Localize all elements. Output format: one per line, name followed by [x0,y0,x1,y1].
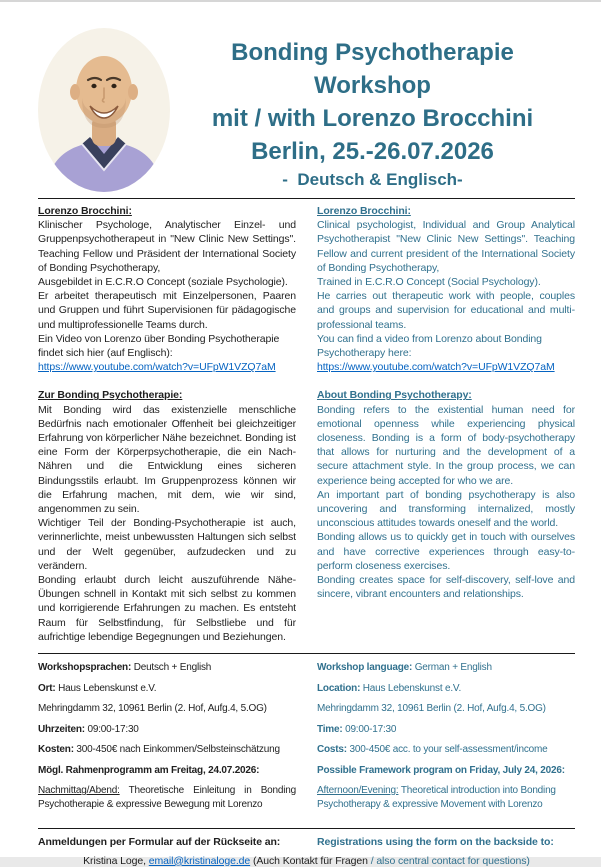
bio-section [38,204,575,374]
detail-label: Mögl. Rahmenprogramm am Freitag, 24.07.2026: [38,764,260,776]
contact-note-en: / also central contact for questions) [370,854,530,867]
bio-paragraph: Trained in E.C.R.O Concept (Social Psychology). [317,276,541,289]
detail-row [38,764,296,778]
contact-line [38,855,575,867]
detail-label: Kosten: [38,744,74,756]
detail-value: German + English [412,662,492,674]
detail-value: 09:00-17:30 [342,723,397,735]
bio-column-english [317,204,575,374]
portrait-photo [38,28,170,192]
about-paragraph: Bonding creates space for self-discovery, self-love and sincere, vibrant encounters and relationships. [317,574,575,601]
detail-row [38,661,296,675]
bio-paragraph: Ausgebildet in E.C.R.O Concept (soziale Psychologie). [38,276,288,289]
section-spacer [38,374,575,388]
bio-paragraph: He carries out therapeutic work with people, couples and groups and supervision for educational and multi-professional teams. [317,290,575,331]
about-paragraph: Bonding erlaubt durch leicht auszuführende Nähe-Übungen schnell in Kontakt mit sich selbst zu kommen und korrigierende Erfahrungen zu machen. Es entsteht Raum für Selbstfindung, für Selbstliebe und für aufrichtige lebendige Begegnungen und Beziehungen. [38,574,296,643]
about-heading-en: About Bonding Psychotherapy: [317,389,472,402]
bio-heading-en: Lorenzo Brocchini: [317,205,411,217]
detail-value: Mehringdamm 32, 10961 Berlin (2. Hof, Aufg.4, 5.OG) [38,703,267,715]
divider-details [38,653,575,654]
email-link[interactable]: email@kristinaloge.de [148,854,251,867]
detail-row [317,661,575,675]
portrait-illustration [38,28,170,192]
bio-paragraph: Ein Video von Lorenzo über Bonding Psychotherapie findet sich hier (auf Englisch): [38,332,280,360]
page-title-line: Bonding Psychotherapie [231,39,514,66]
bio-paragraph: Er arbeitet therapeutisch mit Einzelpersonen, Paaren und Gruppen und führt Supervisionen für pädagogische und multiprofessionelle Teams durch. [38,290,296,331]
details-column-german [38,661,296,819]
youtube-link-en[interactable]: https://www.youtube.com/watch?v=UFpW1VZQ7aM [317,361,555,374]
detail-row [317,743,575,757]
bio-paragraph: Klinischer Psychologe, Analytischer Einzel- und Gruppenpsychotherapeut in "New Clinic New Settings". Teaching Fellow und Präsident der International Society of Bonding Psychotherapy, [38,219,296,274]
detail-value: Theoretical introduction into Bonding Psychotherapy & expressive Movement with Lorenzo [317,785,556,811]
registration-heading-de: Anmeldungen per Formular auf der Rückseite an: [38,835,281,848]
bio-paragraph: You can find a video from Lorenzo about Bonding Psychotherapy here: [317,332,542,360]
detail-label: Location: [317,682,361,694]
about-paragraph: An important part of bonding psychotherapy is also uncovering and transforming internalized, mostly unconscious attitudes towards oneself and the world. [317,488,575,530]
detail-value: Haus Lebenskunst e.V. [360,682,462,694]
detail-row [38,723,296,737]
detail-value: 300-450€ nach Einkommen/Selbsteinschätzung [73,744,280,756]
bio-paragraph: Clinical psychologist, Individual and Group Analytical Psychotherapist "New Clinic New Settings". Teaching Fellow and current president of the International Society of Bonding Psychotherapy, [317,219,575,274]
detail-label: Time: [317,723,343,735]
divider-top [38,198,575,199]
detail-value: 300-450€ acc. to your self-assessment/income [346,744,548,756]
detail-row [38,682,296,696]
detail-row [38,743,296,757]
detail-label: Nachmittag/Abend: [38,785,120,797]
detail-row [317,702,575,716]
registration-section [38,836,575,848]
detail-row [38,784,296,812]
detail-value: Haus Lebenskunst e.V. [55,682,157,694]
about-paragraph: Mit Bonding wird das existenzielle menschliche Bedürfnis nach emotionaler Offenheit bei gleichzeitiger Erfahrung von körperlicher Nähe bezeichnet. Bonding ist eine Form der Körperpsychotherapie, die ein Nach-Nähren und die Entwicklung eines sicheren Bindungsstils erlaubt. Im Gruppenprozess können wir die Erfahrung machen, mit dem, wie wir sind, angenommen zu sein. [38,403,296,516]
registration-heading-en: Registrations using the form on the backside to: [317,835,554,848]
detail-row [317,764,575,778]
about-column-english [317,388,575,644]
detail-label: Workshop language: [317,662,413,674]
detail-value: Deutsch + English [131,662,212,674]
about-heading-de: Zur Bonding Psychotherapie: [38,389,183,402]
contact-note-de: (Auch Kontakt für Fragen [250,854,371,867]
detail-row [38,702,296,716]
detail-row [317,682,575,696]
detail-row [317,784,575,812]
about-paragraph: Wichtiger Teil der Bonding-Psychotherapie ist auch, verinnerlichte, meist unbewussten Haltungen sich selbst und der Welt gegenüber, aufzudecken und zu verändern. [38,517,296,572]
detail-label: Afternoon/Evening: [317,785,399,797]
header [38,28,575,192]
detail-label: Possible Framework program on Friday, July 24, 2026: [317,764,565,776]
about-paragraph: Bonding refers to the existential human need for emotional openness while experiencing physical closeness. Bonding is a form of body-psychotherapy that allows for nurturing and the development of a secure attachment style. In the group process, we can experience being accepted for who we are. [317,403,575,487]
detail-value: Mehringdamm 32, 10961 Berlin (2. Hof, Aufg.4, 5.OG) [317,703,546,715]
divider-registration [38,828,575,829]
detail-label: Workshopsprachen: [38,662,132,674]
page-title [170,36,575,192]
page-title-line: mit / with Lorenzo Brocchini [211,105,534,132]
detail-label: Uhrzeiten: [38,723,85,735]
bio-column-german [38,204,296,374]
detail-value: Theoretische Einleitung in Bonding Psychotherapie & expressive Bewegung mit Lorenzo [38,785,296,811]
details-section [38,661,575,819]
detail-label: Ort: [38,682,56,694]
detail-value: 09:00-17:30 [84,723,139,735]
contact-name: Kristina Loge, [83,854,149,867]
page-title-line: Workshop [314,72,431,99]
about-paragraph: Bonding allows us to quickly get in touch with ourselves and have corrective experiences through easy-to-perform closeness exercises. [317,531,575,572]
youtube-link-de[interactable]: https://www.youtube.com/watch?v=UFpW1VZQ7aM [38,361,276,374]
page-title-line: Berlin, 25.-26.07.2026 [251,138,494,165]
details-column-english [317,661,575,819]
page-subtitle: - Deutsch & Englisch- [282,170,463,189]
about-column-german [38,388,296,644]
about-section [38,388,575,644]
detail-label: Costs: [317,744,347,756]
detail-row [317,723,575,737]
bio-heading-de: Lorenzo Brocchini: [38,205,132,217]
